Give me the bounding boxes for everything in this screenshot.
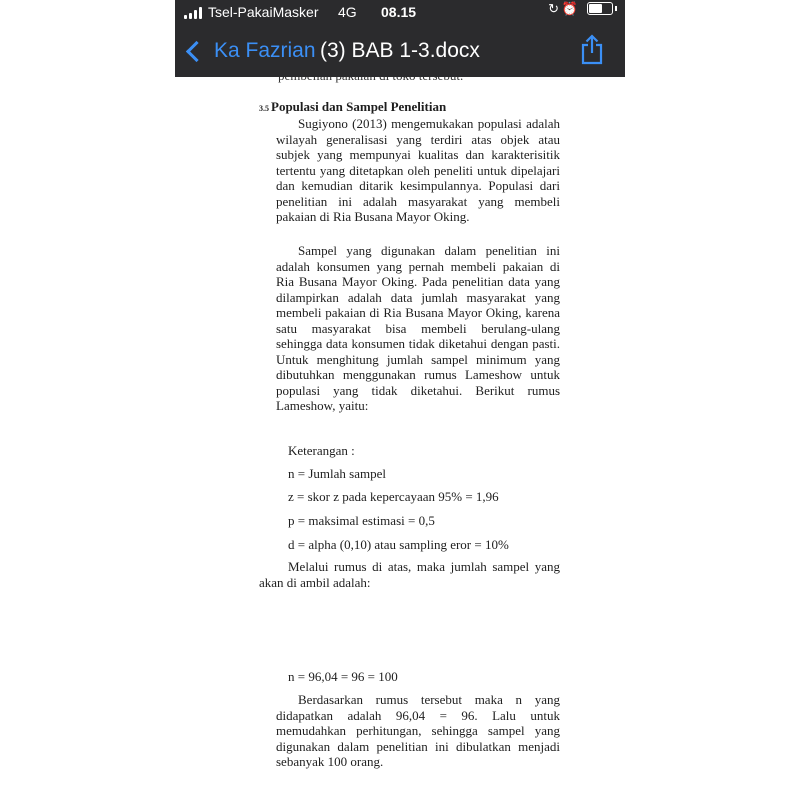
section-title: Populasi dan Sampel Penelitian — [271, 99, 447, 114]
keterangan-item: z = skor z pada kepercayaan 95% = 1,96 — [288, 489, 499, 504]
chevron-left-icon — [186, 40, 207, 61]
battery-icon — [587, 2, 613, 15]
carrier-name: Tsel-PakaiMasker — [208, 4, 319, 20]
paragraph-melalui: Melalui rumus di atas, maka jumlah sampel yang akan di ambil adalah: — [259, 559, 560, 590]
result-line: n = 96,04 = 96 = 100 — [288, 669, 398, 684]
section-heading — [259, 99, 446, 115]
network-type: 4G — [338, 4, 357, 20]
paragraph-populasi: Sugiyono (2013) mengemukakan populasi adalah wilayah generalisasi yang terdiri atas objek atau subjek yang mempunyai kualitas dan karakterisitik tertentu yang ditetapkan oleh peneliti untuk dipelajari dan kemudian ditarik kesimpulannya. Populasi dari penelitian ini adalah masyarakat yang membeli pakaian di Ria Busana Mayor Oking. — [276, 116, 560, 224]
phone-screen — [175, 0, 625, 800]
section-number: 3.5 — [259, 104, 269, 113]
rotation-lock-icon: ↻ — [548, 1, 559, 16]
keterangan-title: Keterangan : — [288, 443, 355, 458]
document-page[interactable] — [175, 0, 625, 800]
keterangan-item: n = Jumlah sampel — [288, 466, 386, 481]
top-bar — [175, 0, 625, 77]
back-label: Ka Fazrian — [214, 39, 316, 62]
keterangan-item: p = maksimal estimasi = 0,5 — [288, 513, 435, 528]
keterangan-item: d = alpha (0,10) atau sampling eror = 10% — [288, 537, 509, 552]
status-time: 08.15 — [381, 4, 417, 20]
share-icon[interactable] — [577, 33, 607, 65]
document-title: (3) BAB 1-3.docx — [320, 39, 480, 62]
nav-bar — [175, 30, 625, 74]
alarm-icon: ⏰ — [561, 1, 578, 16]
status-bar — [175, 0, 625, 26]
signal-icon — [184, 7, 204, 19]
back-button[interactable] — [183, 34, 316, 68]
paragraph-sampel: Sampel yang digunakan dalam penelitian ini adalah konsumen yang pernah membeli pakaian di Ria Busana Mayor Oking. Pada penelitian data yang dilampirkan adalah data jumlah masyarakat yang membeli pakaian di Ria Busana Mayor Oking, karena satu masyarakat bisa membeli berulang-ulang sehingga data konsumen tidak diketahui dengan pasti. Untuk menghitung jumlah sampel minimum yang dibutuhkan menggunakan rumus Lameshow untuk populasi yang tidak diketahui. Berikut rumus Lameshow, yaitu: — [276, 243, 560, 413]
paragraph-kesimpulan: Berdasarkan rumus tersebut maka n yang didapatkan adalah 96,04 = 96. Lalu untuk memudahkan perhitungan, sehingga sampel yang digunakan dalam penelitian ini dibulatkan menjadi sebanyak 100 orang. — [276, 692, 560, 769]
